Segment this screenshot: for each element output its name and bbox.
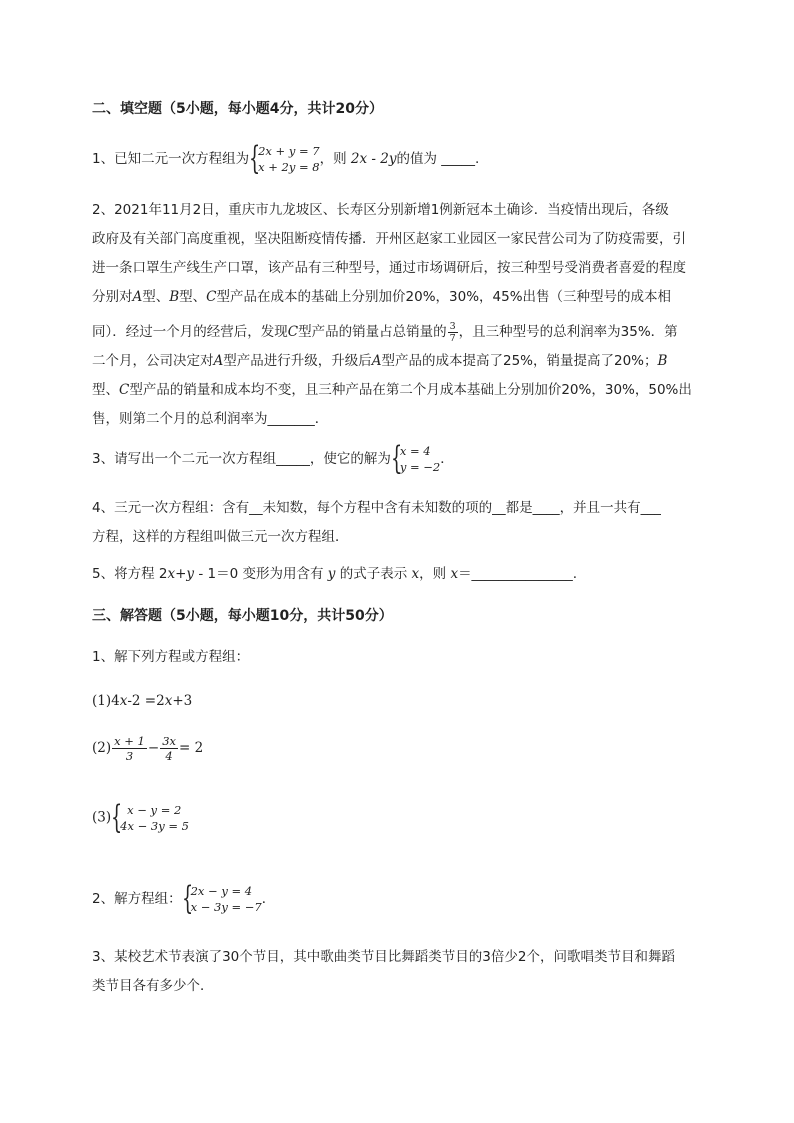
q2-l6-A1: A (213, 353, 224, 369)
p2-fraction-1 (112, 734, 147, 763)
q4-line-1: 4、三元一次方程组：含有__未知数，每个方程中含有未知数的项的__都是____，并且一共有___ (92, 500, 661, 516)
q2-line-1: 2、2021年11月2日，重庆市九龙坡区、长寿区分别新增1例新冠本土确诊．当疫情出现后，各级 (92, 202, 669, 218)
q2-l4-b: 型、 (142, 289, 170, 305)
p1-mid: -2 =2 (127, 693, 165, 709)
question-2-1 (92, 139, 742, 177)
s3q3-line-1: 3、某校艺术节表演了30个节目，其中歌曲类节目比舞蹈类节目的3倍少2个，问歌唱类节目和舞蹈 (92, 949, 675, 965)
q3-eq1: x = 4 (399, 444, 431, 458)
s3-q1-part-2 (92, 734, 742, 763)
q5-y2: y (327, 566, 336, 582)
left-brace-icon: { (390, 439, 403, 477)
q2-l4-C: C (206, 289, 217, 305)
q5-mid1: - 1＝0 变形为用含有 (194, 566, 328, 582)
q2-l4-c: 型、 (179, 289, 207, 305)
q2-l4-A: A (132, 289, 143, 305)
s3q2-pre: 2、解方程组： (92, 891, 182, 907)
q4-line-2: 方程，这样的方程组叫做三元一次方程组． (92, 529, 349, 545)
q5-pre: 5、将方程 2 (92, 566, 168, 582)
s3q2-eq1: 2x − y = 4 (190, 884, 253, 898)
q1-text-pre: 1、已知二元一次方程组为 (92, 151, 250, 167)
p2-fraction-2 (160, 734, 178, 763)
q2-line-4 (92, 283, 742, 312)
q1-eq2: x + 2y = 8 (258, 160, 320, 174)
s3-q1-part-1 (92, 687, 742, 715)
q2-l6-c: 型产品的成本提高了25%，销量提高了20%； (381, 353, 658, 369)
p1-x2: x (164, 693, 173, 709)
q2-line-3: 进一条口罩生产线生产口罩，该产品有三种型号，通过市场调研后，按三种型号受消费者喜爱的程度 (92, 260, 686, 276)
p2-post: = 2 (179, 740, 204, 756)
q2-l7-b: 型产品的销量和成本均不变，且三种产品在第二个月成本基础上分别加价20%，30%，50%出 (129, 382, 692, 398)
q5-x3: x (450, 566, 459, 582)
s3q2-eq2: x − 3y = −7 (190, 900, 262, 914)
left-brace-icon: { (111, 798, 123, 836)
q2-l6-A2: A (371, 353, 382, 369)
q3-text-post: ． (440, 451, 454, 467)
q2-l7-C: C (119, 382, 130, 398)
q5-plus: + (175, 566, 187, 582)
q5-x1: x (167, 566, 176, 582)
q1-text-mid: ，则 (319, 151, 351, 167)
p1-post: +3 (172, 693, 193, 709)
p2-f2-den: 4 (165, 749, 173, 763)
q1-expression: 2x - 2y (350, 151, 397, 167)
s3q2-equation-system (181, 879, 262, 917)
q5-mid3: ，则 (419, 566, 451, 582)
s3-question-2 (92, 879, 742, 917)
q1-text-post: 的值为 _____. (396, 151, 480, 167)
q2-fraction (448, 321, 458, 344)
p2-minus: − (147, 740, 160, 756)
q2-l4-a: 分别对 (92, 289, 133, 305)
q2-line-6 (92, 347, 742, 376)
q5-y1: y (186, 566, 195, 582)
p2-f1-num: x + 1 (114, 734, 145, 748)
q2-l5-a: 同）．经过一个月的经营后，发现 (92, 324, 288, 340)
q5-mid2: 的式子表示 (335, 566, 412, 582)
q2-frac-num: 3 (449, 320, 456, 332)
q2-l5-C: C (287, 324, 299, 340)
q1-equation-system (249, 139, 320, 177)
left-brace-icon: { (181, 879, 193, 917)
q2-l5-c: ，且三种型号的总利润率为35%．第 (458, 324, 678, 340)
s3-q1-part-3 (92, 798, 742, 836)
q1-eq1: 2x + y = 7 (258, 144, 320, 158)
q5-post: ＝_______________. (458, 566, 578, 582)
p1-x1: x (119, 693, 128, 709)
p3-equation-system (111, 798, 189, 836)
q2-line-8: 售，则第二个月的总利润率为_______． (92, 411, 329, 427)
q2-l6-B: B (657, 353, 668, 369)
q2-l6-b: 型产品进行升级，升级后 (223, 353, 372, 369)
question-2-3 (92, 439, 742, 477)
s3q2-post: ． (261, 891, 276, 907)
p3-eq1: x − y = 2 (127, 803, 182, 817)
question-2-5 (92, 560, 742, 588)
section-title-solve: 三、解答题（5小题，每小题10分，共计50分） (92, 608, 393, 624)
section-title-fill-in: 二、填空题（5小题，每小题4分，共计20分） (92, 101, 383, 117)
q5-x2: x (411, 566, 420, 582)
s3q3-line-2: 类节目各有多少个． (92, 978, 214, 994)
q2-line-5 (92, 318, 742, 347)
q3-eq2: y = −2 (399, 460, 441, 474)
question-2-4 (92, 494, 742, 552)
q2-l7-a: 型、 (92, 382, 119, 398)
q2-l6-a: 二个月，公司决定对 (92, 353, 214, 369)
p3-pre: (3) (92, 809, 112, 826)
q3-solution-system (390, 439, 441, 477)
p1-pre: (1)4 (92, 693, 120, 709)
p2-f2-num: 3x (162, 734, 176, 748)
q2-line-7 (92, 376, 742, 405)
p2-f1-den: 3 (125, 749, 134, 763)
q3-text-pre: 3、请写出一个二元一次方程组_____，使它的解为 (92, 451, 391, 467)
q2-l4-B: B (169, 289, 180, 305)
q2-l5-b: 型产品的销量占总销量的 (298, 324, 447, 340)
s3-question-1-stem: 1、解下列方程或方程组： (92, 649, 250, 665)
question-2-2 (92, 196, 742, 434)
left-brace-icon: { (249, 139, 261, 177)
q2-l4-d: 型产品在成本的基础上分别加价20%，30%，45%出售（三种型号的成本相 (216, 289, 672, 305)
s3-question-3 (92, 943, 742, 1001)
q2-frac-den: 7 (449, 332, 456, 344)
p2-pre: (2) (92, 740, 112, 756)
p3-eq2: 4x − 3y = 5 (120, 819, 189, 833)
q2-line-2: 政府及有关部门高度重视，坚决阻断疫情传播．开州区赵家工业园区一家民营公司为了防疫需要，引 (92, 231, 686, 247)
